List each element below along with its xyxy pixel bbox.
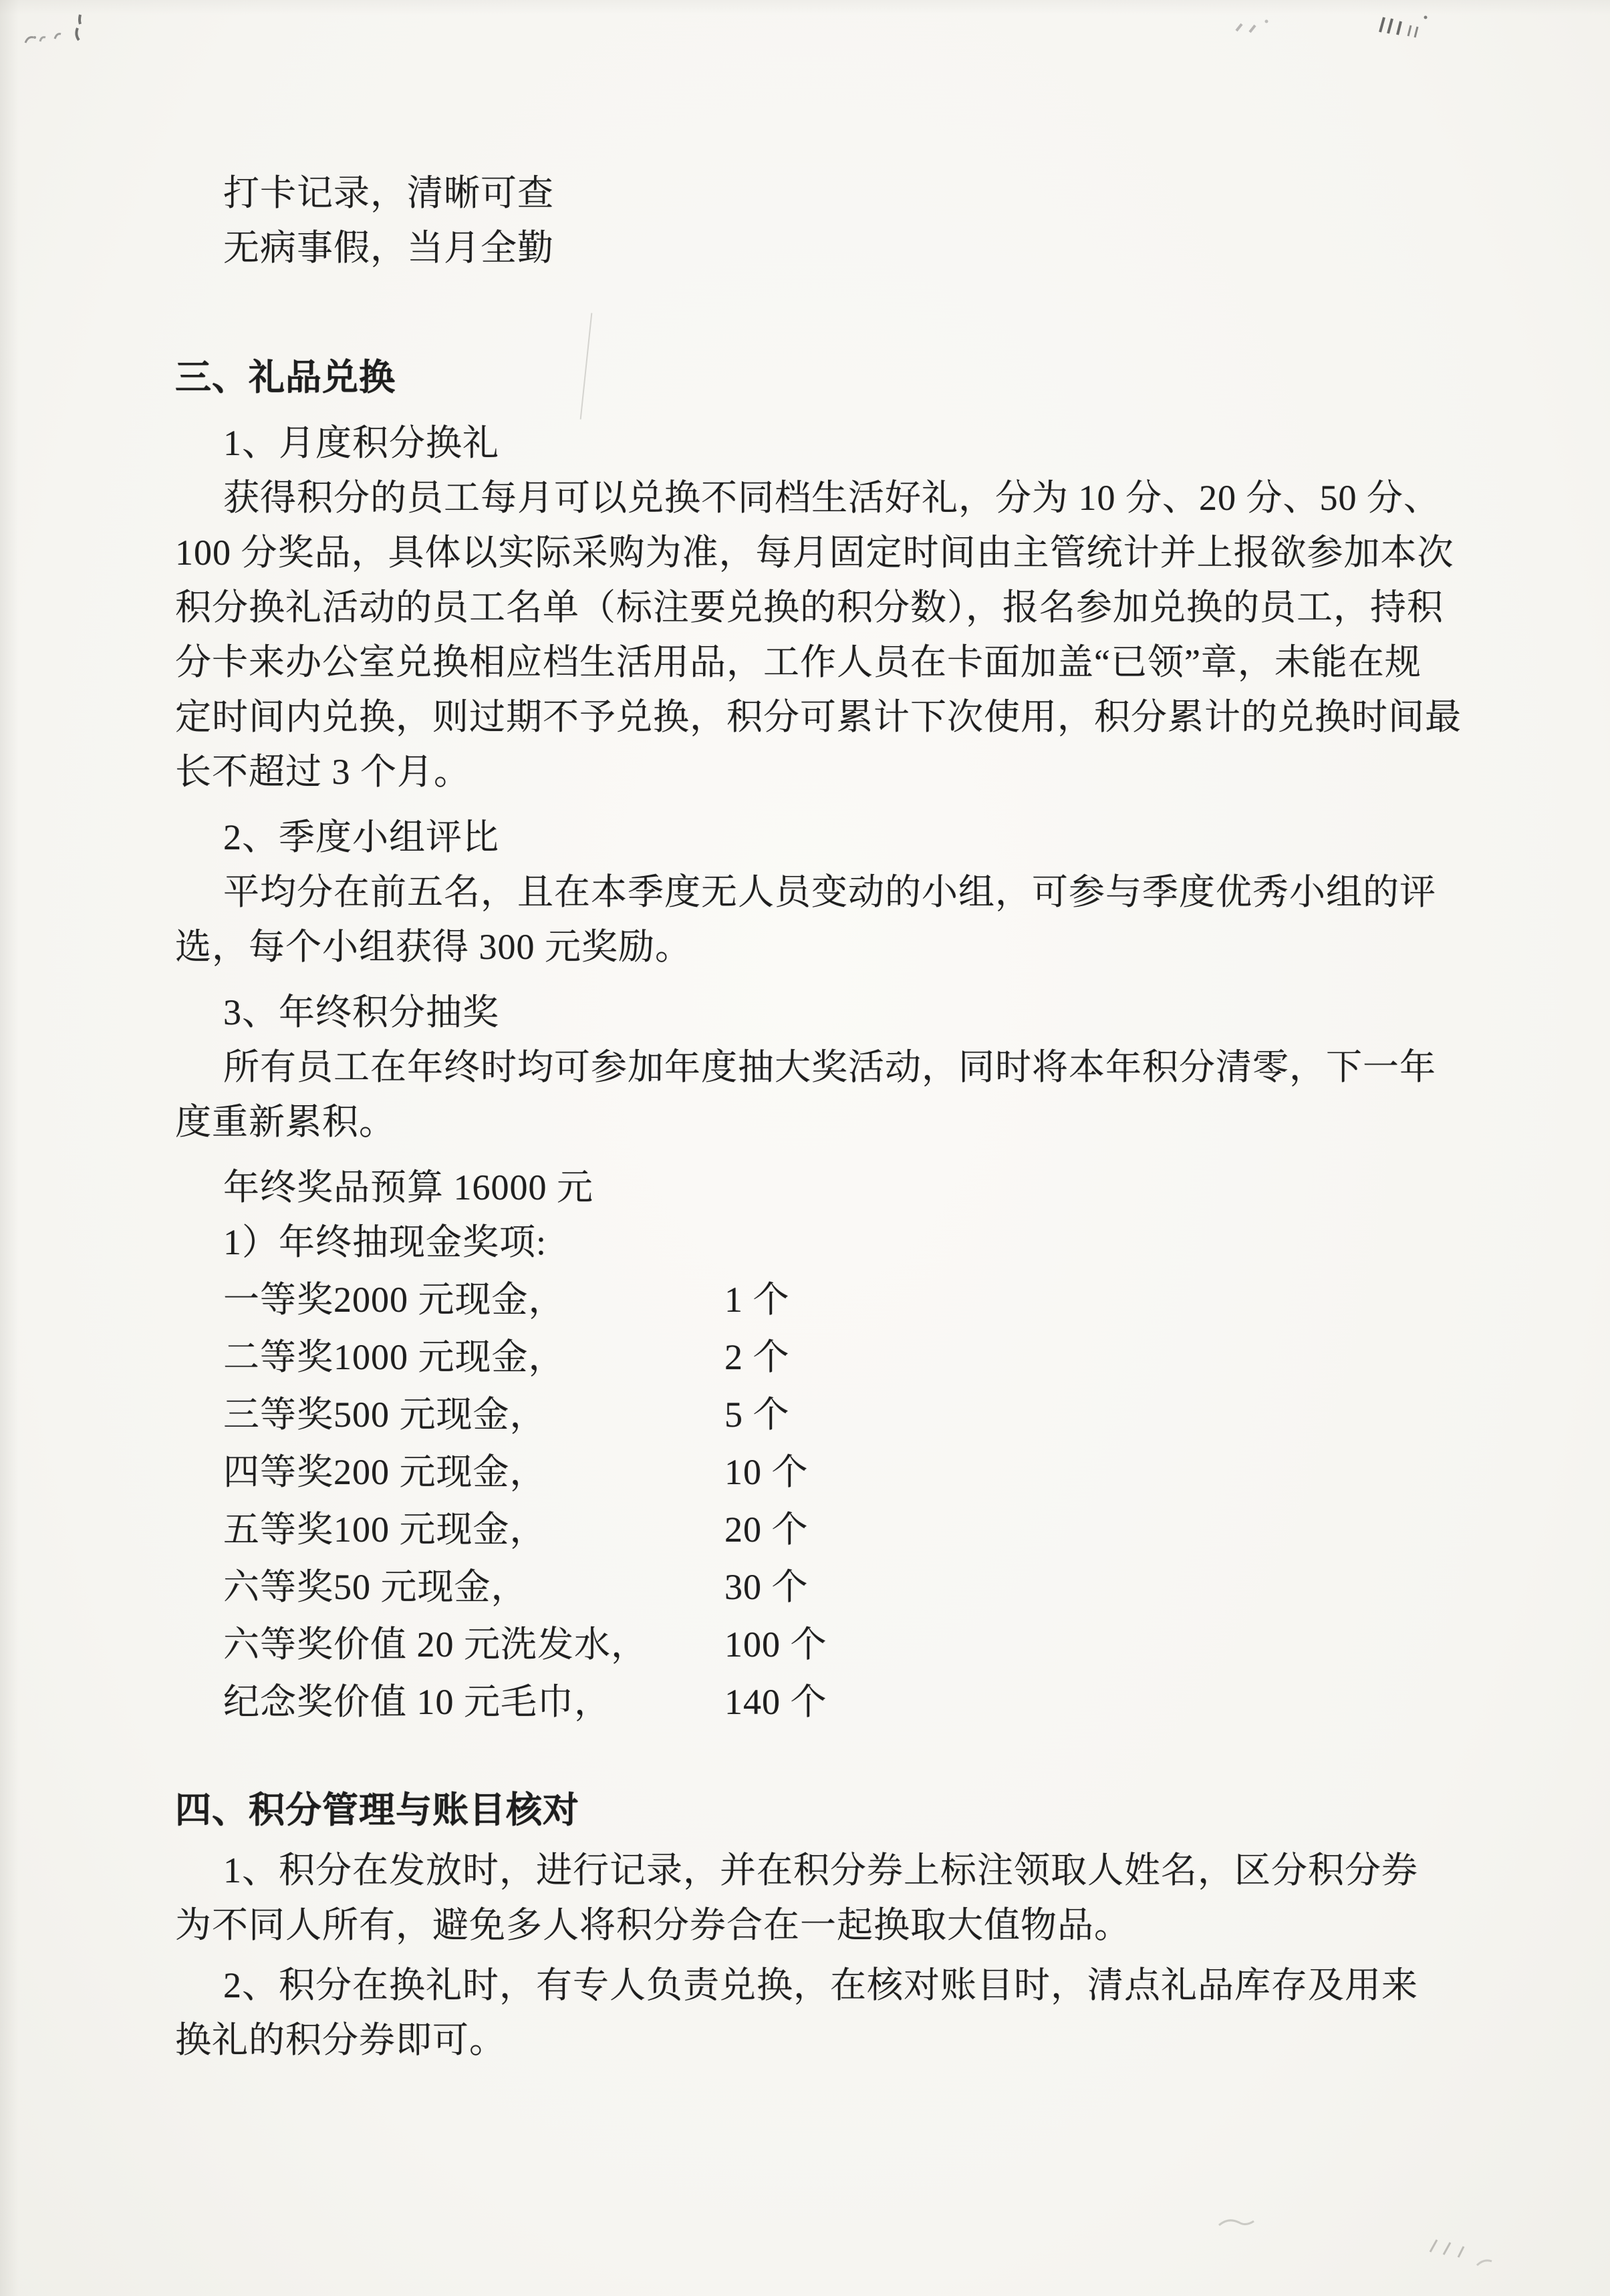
prize-rank: 二等奖 [223,1337,333,1377]
prize-count: 20 个 [724,1510,809,1550]
prize-rank: 六等奖 [223,1624,333,1665]
prize-desc: 2000 元现金， [333,1280,565,1320]
prize-count: 10 个 [724,1452,809,1492]
prize-row [175,1501,1503,1558]
section3-item1-line: 长不超过 3 个月。 [175,752,471,792]
section3-item1-line: 分卡来办公室兑换相应档生活用品，工作人员在卡面加盖“已领”章，未能在规 [175,642,1422,682]
prize-desc: 价值 20 元洗发水， [333,1624,648,1665]
prize-rank: 纪念奖 [223,1682,333,1722]
section4-heading: 四、积分管理与账目核对 [175,1790,579,1830]
section3-item3-line: 度重新累积。 [175,1102,396,1142]
prize-rank: 四等奖 [223,1452,333,1492]
scan-artifact-bottomright-faint [1210,2205,1524,2285]
section3-item2-line: 平均分在前五名，且在本季度无人员变动的小组，可参与季度优秀小组的评 [223,872,1436,912]
prize-count: 140 个 [724,1682,827,1722]
prize-list-title: 1）年终抽现金奖项: [223,1222,547,1262]
section3-item2-line: 选，每个小组获得 300 元奖励。 [175,927,692,967]
section3-heading: 三、礼品兑换 [175,357,396,398]
section3-item1-title: 1、月度积分换礼 [223,423,499,463]
scan-artifact-topright-marks [1373,5,1447,45]
section3-item3-title: 3、年终积分抽奖 [223,992,499,1032]
budget-line: 年终奖品预算 16000 元 [223,1167,593,1207]
prize-desc: 价值 10 元毛巾， [333,1682,611,1722]
prize-count: 30 个 [724,1567,809,1607]
section3-item1-line: 获得积分的员工每月可以兑换不同档生活好礼，分为 10 分、20 分、50 分、 [223,478,1440,518]
prize-count: 5 个 [724,1395,790,1435]
prize-count: 2 个 [724,1337,790,1377]
prize-rank: 一等奖 [223,1280,333,1320]
prize-rank: 三等奖 [223,1395,333,1435]
section3-item1-line: 定时间内兑换，则过期不予兑换，积分可累计下次使用，积分累计的兑换时间最 [175,697,1462,737]
prize-rank: 五等奖 [223,1510,333,1550]
prize-table [175,1271,1503,1731]
section4-item1-line: 为不同人所有，避免多人将积分券合在一起换取大值物品。 [175,1905,1131,1945]
prize-count: 1 个 [724,1280,790,1320]
prize-desc: 200 元现金， [333,1452,547,1492]
prize-row [175,1616,1503,1673]
prize-row [175,1328,1503,1386]
prize-row [175,1386,1503,1443]
section3-item1-line: 积分换礼活动的员工名单（标注要兑换的积分数），报名参加兑换的员工，持积 [175,587,1444,627]
prize-desc: 50 元现金， [333,1567,528,1607]
section4-item2-line: 2、积分在换礼时，有专人负责兑换，在核对账目时，清点礼品库存及用来 [223,1965,1418,2005]
section4-item1-line: 1、积分在发放时，进行记录，并在积分券上标注领取人姓名，区分积分券 [223,1850,1418,1890]
prize-row [175,1443,1503,1501]
prize-desc: 100 元现金， [333,1510,547,1550]
prize-row [175,1271,1503,1328]
intro-line-attendance: 打卡记录，清晰可查 [223,173,554,213]
section3-item2-title: 2、季度小组评比 [223,817,499,857]
intro-line-no-leave: 无病事假，当月全勤 [223,228,554,268]
prize-row [175,1673,1503,1731]
scan-artifact-topright-faint [1230,12,1290,39]
section4-item2-line: 换礼的积分券即可。 [175,2020,506,2060]
prize-desc: 1000 元现金， [333,1337,565,1377]
scan-artifact-topleft-scribble [20,8,107,55]
section3-item1-line: 100 分奖品，具体以实际采购为准，每月固定时间由主管统计并上报欲参加本次 [175,533,1454,573]
prize-rank: 六等奖 [223,1567,333,1607]
section3-item3-line: 所有员工在年终时均可参加年度抽大奖活动，同时将本年积分清零，下一年 [223,1047,1436,1087]
prize-desc: 500 元现金， [333,1395,547,1435]
prize-count: 100 个 [724,1624,827,1665]
prize-row [175,1558,1503,1616]
